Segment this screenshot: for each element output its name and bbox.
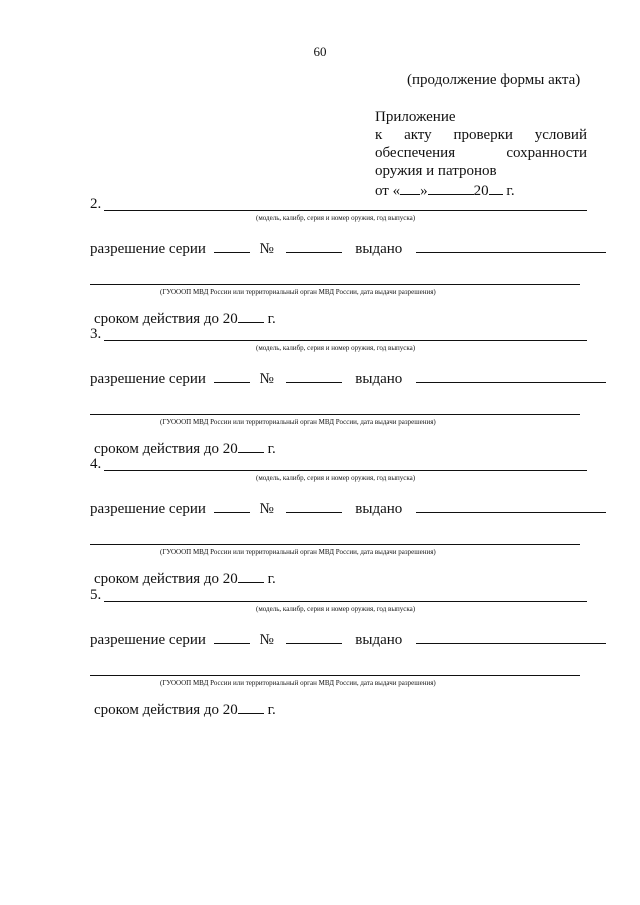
word: сохранности [506, 145, 587, 161]
weapon-row [90, 196, 587, 214]
permit-series-field[interactable] [214, 498, 250, 513]
word: условий [534, 127, 587, 143]
page-number: 60 [313, 44, 327, 59]
number-sign: № [259, 241, 274, 257]
permit-series-field[interactable] [214, 629, 250, 644]
date-year: 20 [473, 183, 489, 199]
appendix-line-4: оружия и патронов [375, 163, 497, 179]
issued-label: выдано [355, 371, 403, 387]
validity-prefix: сроком действия до 20 [94, 571, 238, 587]
authority-field[interactable] [90, 414, 580, 415]
date-mid: » [420, 183, 428, 199]
permit-series-label: разрешение серии [90, 241, 206, 257]
month-blank[interactable] [428, 180, 474, 195]
issued-label: выдано [355, 632, 403, 648]
continuation-note: (продолжение формы акта) [407, 72, 581, 88]
validity-prefix: сроком действия до 20 [94, 702, 238, 718]
weapon-caption: (модель, калибр, серия и номер оружия, год выпуска) [256, 605, 416, 613]
permit-number-field[interactable] [286, 368, 342, 383]
permit-series-label: разрешение серии [90, 501, 206, 517]
validity-year-field[interactable] [238, 308, 264, 323]
validity-suffix: г. [267, 702, 276, 718]
permit-series-label: разрешение серии [90, 632, 206, 648]
number-sign: № [259, 632, 274, 648]
word: акту [404, 127, 432, 143]
weapon-field[interactable] [104, 601, 587, 602]
authority-field[interactable] [90, 284, 580, 285]
authority-caption: (ГУОООП МВД России или территориальный орган МВД России, дата выдачи разрешения) [160, 418, 436, 426]
validity-row [94, 308, 276, 328]
issued-field[interactable] [416, 238, 606, 253]
weapon-field[interactable] [104, 470, 587, 471]
word: к [375, 127, 383, 143]
permit-number-field[interactable] [286, 498, 342, 513]
permit-number-field[interactable] [286, 238, 342, 253]
validity-suffix: г. [267, 441, 276, 457]
entry-number: 2. [90, 196, 102, 212]
date-prefix: от « [375, 183, 401, 199]
permit-row [90, 368, 590, 388]
validity-year-field[interactable] [238, 438, 264, 453]
weapon-caption: (модель, калибр, серия и номер оружия, год выпуска) [256, 214, 416, 222]
permit-row [90, 238, 590, 258]
permit-series-field[interactable] [214, 238, 250, 253]
word: проверки [453, 127, 513, 143]
validity-row [94, 568, 276, 588]
weapon-row [90, 326, 587, 344]
entry-number: 5. [90, 587, 102, 603]
entry-number: 4. [90, 456, 102, 472]
authority-field[interactable] [90, 544, 580, 545]
weapon-caption: (модель, калибр, серия и номер оружия, год выпуска) [256, 344, 416, 352]
permit-number-field[interactable] [286, 629, 342, 644]
entry-number: 3. [90, 326, 102, 342]
appendix-block [375, 108, 587, 200]
validity-row [94, 438, 276, 458]
authority-caption: (ГУОООП МВД России или территориальный орган МВД России, дата выдачи разрешения) [160, 679, 436, 687]
number-sign: № [259, 371, 274, 387]
validity-suffix: г. [267, 311, 276, 327]
date-suffix: г. [506, 183, 515, 199]
appendix-line-2 [375, 126, 587, 144]
authority-field[interactable] [90, 675, 580, 676]
issued-label: выдано [355, 241, 403, 257]
weapon-field[interactable] [104, 210, 587, 211]
appendix-line-3 [375, 144, 587, 162]
validity-prefix: сроком действия до 20 [94, 311, 238, 327]
validity-prefix: сроком действия до 20 [94, 441, 238, 457]
validity-year-field[interactable] [238, 568, 264, 583]
permit-row [90, 498, 590, 518]
weapon-caption: (модель, калибр, серия и номер оружия, год выпуска) [256, 474, 416, 482]
permit-series-label: разрешение серии [90, 371, 206, 387]
weapon-field[interactable] [104, 340, 587, 341]
year-blank[interactable] [489, 180, 503, 195]
permit-row [90, 629, 590, 649]
number-sign: № [259, 501, 274, 517]
validity-row [94, 699, 276, 719]
validity-year-field[interactable] [238, 699, 264, 714]
authority-caption: (ГУОООП МВД России или территориальный орган МВД России, дата выдачи разрешения) [160, 548, 436, 556]
weapon-row [90, 587, 587, 605]
permit-series-field[interactable] [214, 368, 250, 383]
issued-field[interactable] [416, 368, 606, 383]
day-blank[interactable] [400, 180, 420, 195]
appendix-title: Приложение [375, 109, 456, 125]
issued-field[interactable] [416, 498, 606, 513]
authority-caption: (ГУОООП МВД России или территориальный орган МВД России, дата выдачи разрешения) [160, 288, 436, 296]
issued-field[interactable] [416, 629, 606, 644]
word: обеспечения [375, 145, 456, 161]
weapon-row [90, 456, 587, 474]
issued-label: выдано [355, 501, 403, 517]
validity-suffix: г. [267, 571, 276, 587]
